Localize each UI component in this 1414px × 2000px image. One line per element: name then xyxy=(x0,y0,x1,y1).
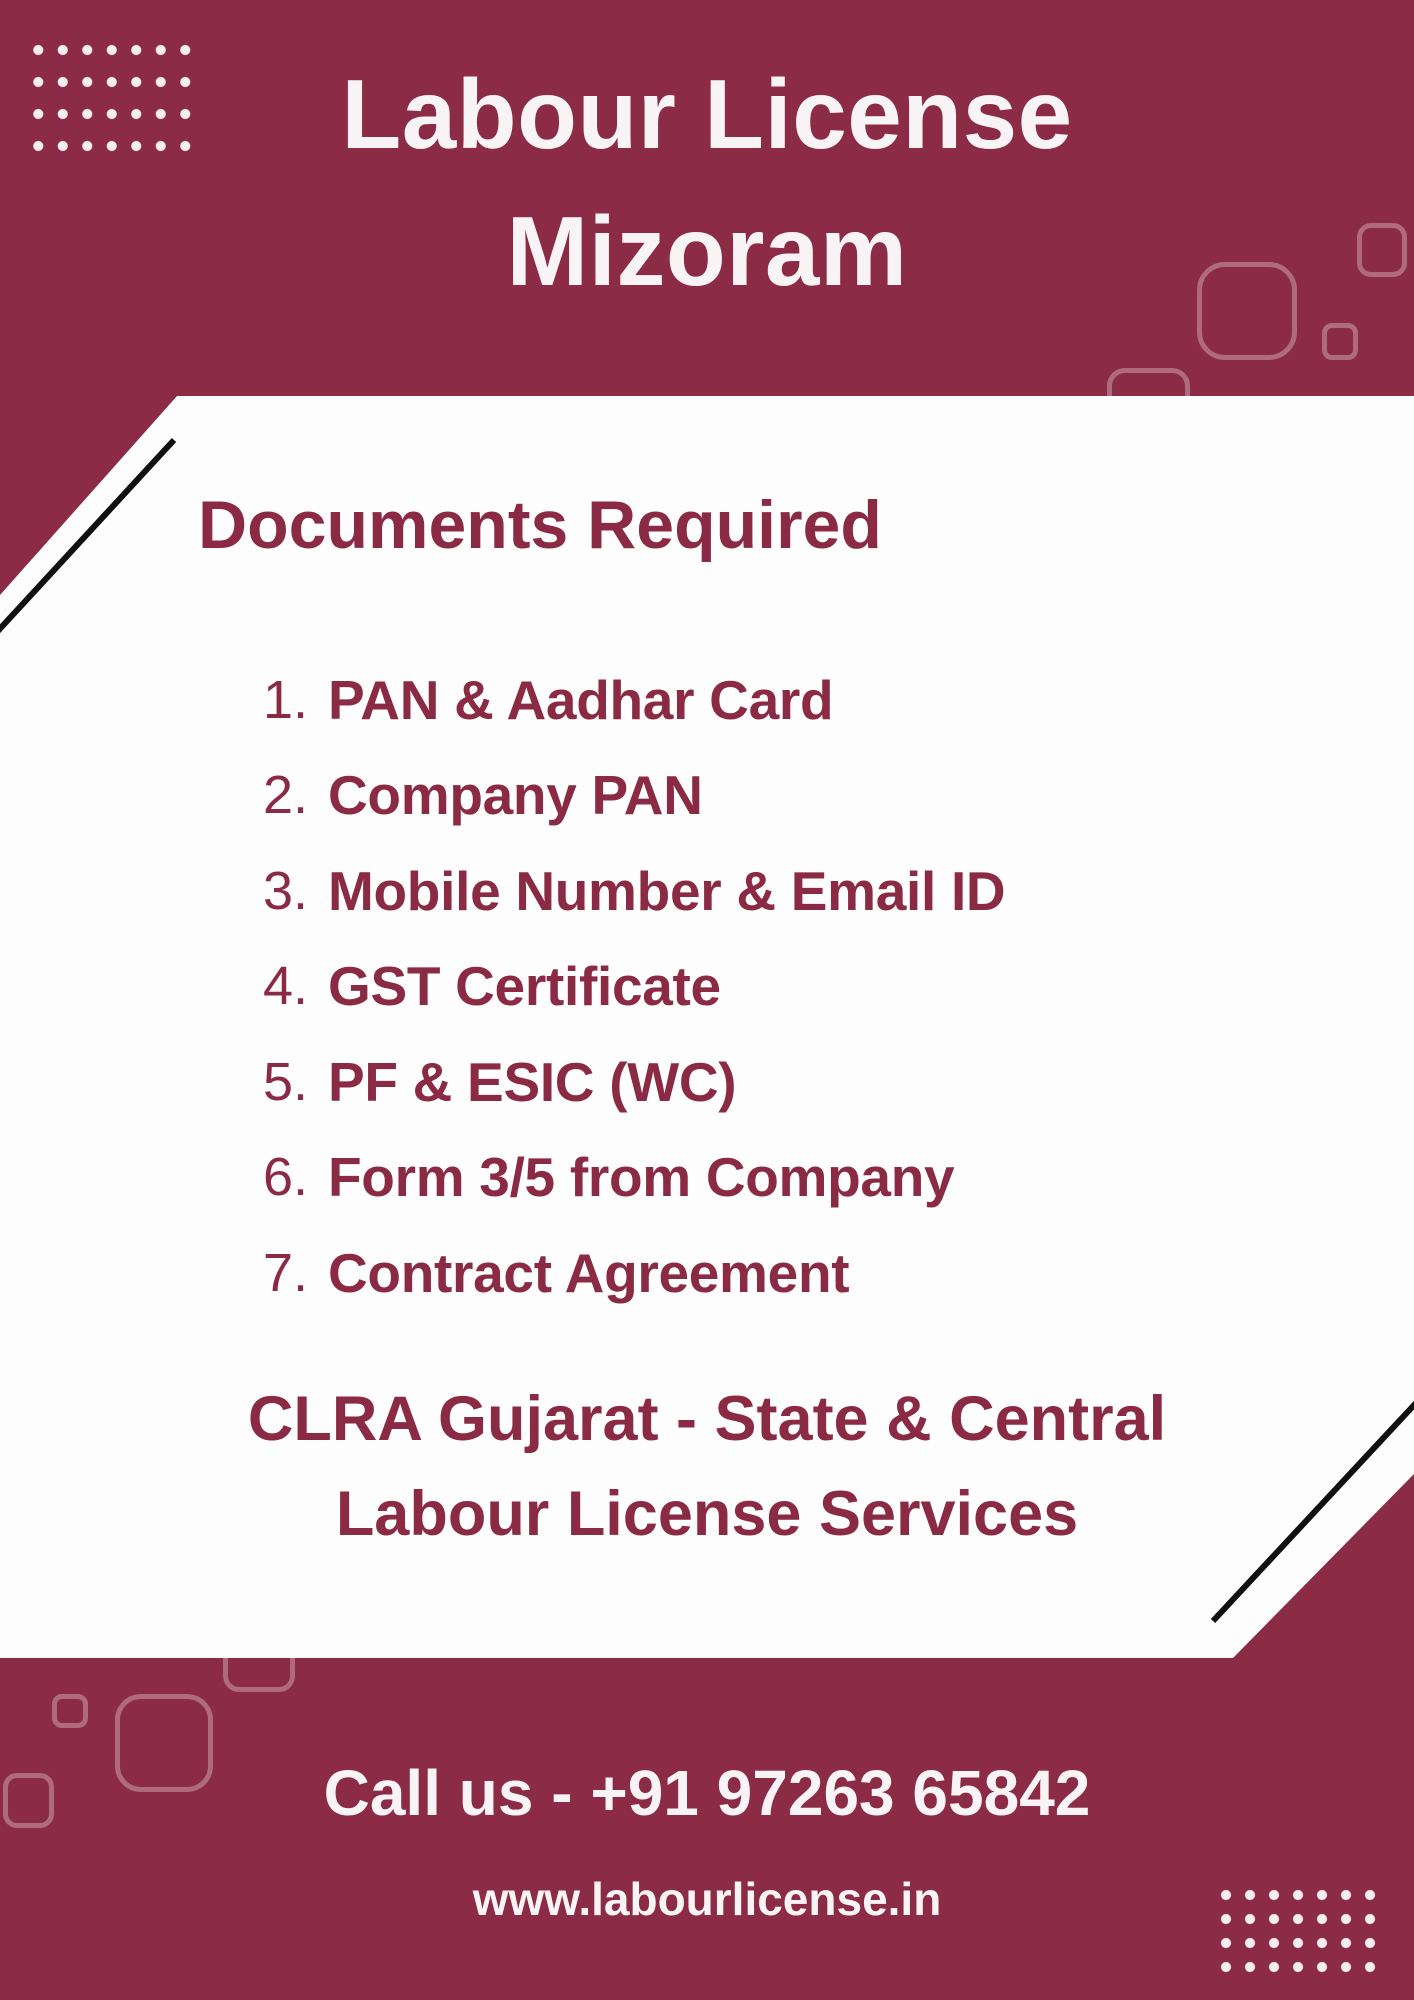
list-item xyxy=(0,1225,1414,1321)
website-text: www.labourlicense.in xyxy=(472,1873,942,1925)
item-number: 7. xyxy=(262,1242,308,1303)
decor-square-icon xyxy=(52,1694,88,1728)
item-number: 1. xyxy=(262,669,308,730)
list-item xyxy=(0,652,1414,748)
list-item xyxy=(0,843,1414,939)
list-item xyxy=(0,1130,1414,1226)
item-text: Contract Agreement xyxy=(328,1241,850,1304)
list-item xyxy=(0,1034,1414,1130)
services-line1: CLRA Gujarat - State & Central xyxy=(247,1384,1167,1454)
list-item xyxy=(0,748,1414,844)
item-text: Form 3/5 from Company xyxy=(328,1146,955,1209)
documents-heading: Documents Required xyxy=(198,487,882,563)
item-text: Company PAN xyxy=(328,764,703,827)
list-item xyxy=(0,939,1414,1035)
page-title xyxy=(0,46,1414,320)
item-text: GST Certificate xyxy=(328,955,721,1018)
item-text: PAN & Aadhar Card xyxy=(328,668,834,731)
item-text: PF & ESIC (WC) xyxy=(328,1050,737,1113)
item-number: 5. xyxy=(262,1051,308,1112)
title-line1: Labour License xyxy=(341,59,1073,169)
title-line2: Mizoram xyxy=(506,196,908,306)
item-number: 6. xyxy=(262,1147,308,1208)
services-tagline xyxy=(0,1372,1414,1562)
call-us-text: Call us - +91 97263 65842 xyxy=(323,1757,1091,1829)
decor-square-icon xyxy=(1322,323,1358,360)
item-text: Mobile Number & Email ID xyxy=(328,859,1006,922)
documents-list xyxy=(0,652,1414,1321)
item-number: 3. xyxy=(262,860,308,921)
item-number: 4. xyxy=(262,956,308,1017)
services-line2: Labour License Services xyxy=(335,1479,1079,1549)
item-number: 2. xyxy=(262,765,308,826)
